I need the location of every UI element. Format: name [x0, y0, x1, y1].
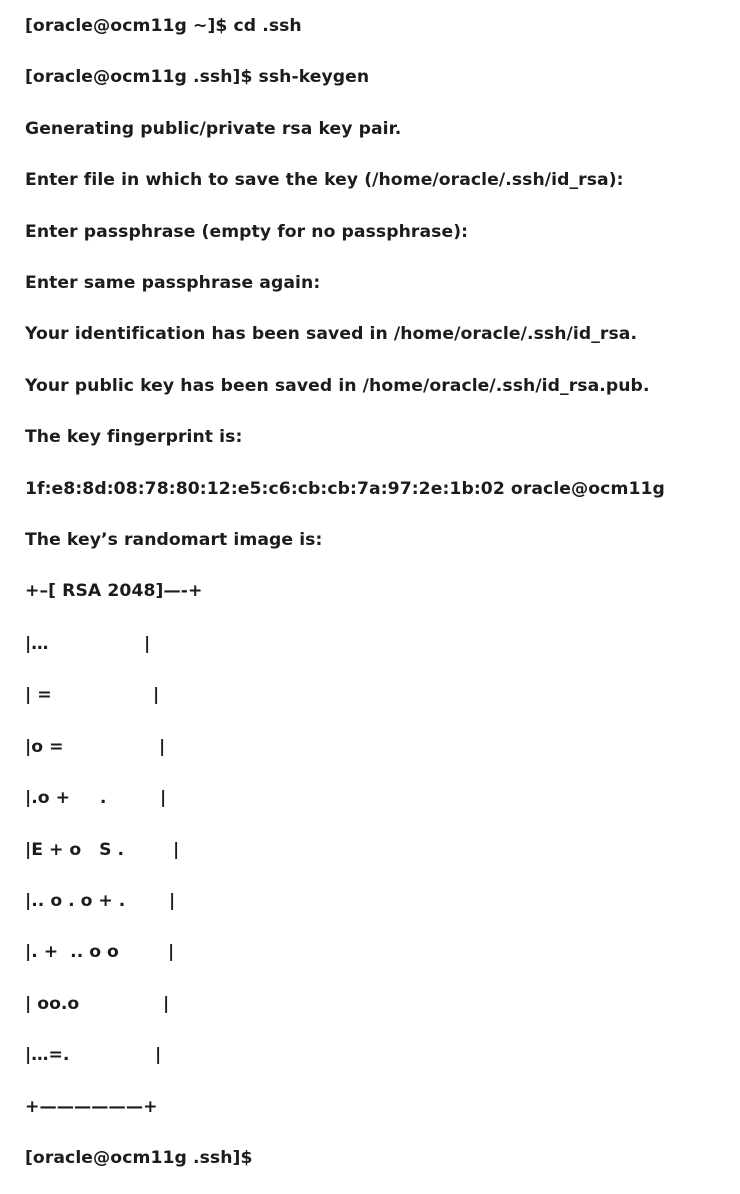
randomart-row-4 [25, 787, 167, 809]
output-fingerprint-value: 1f:e8:8d:08:78:80:12:e5:c6:cb:cb:7a:97:2e:1b:02 oracle@ocm11g [25, 479, 665, 499]
randomart-row-9 [25, 1044, 162, 1066]
output-generating: Generating public/private rsa key pair. [25, 119, 402, 139]
randomart-row-5-right-border: | [173, 840, 180, 860]
randomart-row-1-right-border: | [144, 634, 151, 654]
randomart-row-3 [25, 736, 166, 758]
randomart-row-8-content: | oo.o [25, 994, 80, 1014]
randomart-row-7-content: |. + .. o o [25, 942, 119, 962]
randomart-row-8 [25, 993, 170, 1015]
output-public-key-saved: Your public key has been saved in /home/oracle/.ssh/id_rsa.pub. [25, 376, 650, 396]
randomart-row-1-content: |… [25, 634, 49, 654]
command-cd: [oracle@ocm11g ~]$ cd .ssh [25, 16, 302, 36]
randomart-row-3-right-border: | [159, 737, 166, 757]
output-fingerprint-label: The key fingerprint is: [25, 427, 243, 447]
randomart-bottom-border: +——————+ [25, 1097, 158, 1117]
randomart-row-5 [25, 839, 180, 861]
randomart-row-6-right-border: | [169, 891, 176, 911]
randomart-row-7-right-border: | [168, 942, 175, 962]
randomart-row-9-content: |…=. [25, 1045, 70, 1065]
randomart-row-1 [25, 633, 151, 655]
randomart-row-7 [25, 941, 175, 963]
randomart-row-2 [25, 684, 160, 706]
randomart-row-6 [25, 890, 176, 912]
randomart-row-4-right-border: | [160, 788, 167, 808]
command-ssh-keygen: [oracle@ocm11g .ssh]$ ssh-keygen [25, 67, 370, 87]
randomart-row-6-content: |.. o . o + . [25, 891, 126, 911]
randomart-row-2-content: | = [25, 685, 52, 705]
randomart-row-8-right-border: | [163, 994, 170, 1014]
randomart-row-2-right-border: | [153, 685, 160, 705]
final-shell-prompt: [oracle@ocm11g .ssh]$ [25, 1148, 253, 1168]
randomart-row-5-content: |E + o S . [25, 840, 125, 860]
output-randomart-label: The key’s randomart image is: [25, 530, 323, 550]
output-enter-same-passphrase: Enter same passphrase again: [25, 273, 321, 293]
randomart-top-border: +–[ RSA 2048]—-+ [25, 581, 203, 601]
randomart-row-3-content: |o = [25, 737, 64, 757]
output-identification-saved: Your identification has been saved in /home/oracle/.ssh/id_rsa. [25, 324, 638, 344]
randomart-row-9-right-border: | [155, 1045, 162, 1065]
randomart-row-4-content: |.o + . [25, 788, 107, 808]
output-enter-file: Enter file in which to save the key (/home/oracle/.ssh/id_rsa): [25, 170, 624, 190]
output-enter-passphrase: Enter passphrase (empty for no passphrase): [25, 222, 469, 242]
